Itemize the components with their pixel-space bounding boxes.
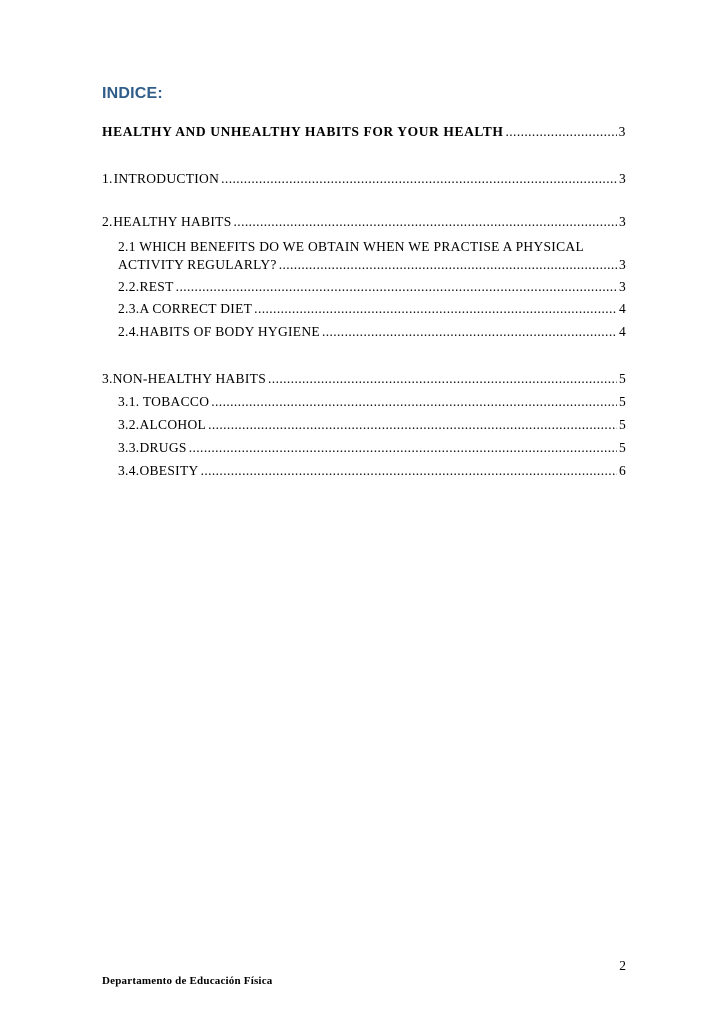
toc-leader — [268, 371, 617, 387]
toc-entry-rest[interactable] — [118, 279, 626, 295]
toc-entry-label: A CORRECT DIET — [139, 301, 253, 316]
toc-leader — [201, 463, 617, 479]
toc-entry-page: 3 — [618, 171, 626, 186]
toc-entry-introduction[interactable] — [102, 171, 626, 187]
toc-entry-drugs[interactable] — [118, 440, 626, 456]
toc-entry-obesity[interactable] — [118, 463, 626, 479]
toc-entry-alcohol[interactable] — [118, 417, 626, 433]
toc-entry-page: 3 — [618, 214, 626, 229]
toc-entry-tobacco[interactable] — [118, 394, 626, 410]
toc-leader — [254, 301, 617, 317]
toc-entry-page: 3 — [618, 257, 626, 272]
toc-entry-page: 4 — [618, 324, 626, 339]
toc-leader — [506, 124, 617, 140]
toc-heading: INDICE: — [102, 85, 163, 102]
toc-entry-label: OBESITY — [139, 463, 199, 478]
toc-entry-number: 1. — [102, 171, 113, 186]
toc-leader — [208, 417, 617, 433]
toc-entry-page: 6 — [618, 463, 626, 478]
toc-entry-label: DRUGS — [139, 440, 187, 455]
toc-entry-benefits[interactable] — [118, 257, 626, 273]
toc-entry-label: HABITS OF BODY HYGIENE — [139, 324, 320, 339]
toc-entry-label: ACTIVITY REGULARLY? — [118, 257, 277, 272]
toc-leader — [322, 324, 617, 340]
toc-entry-number: 3.3. — [118, 440, 140, 455]
toc-entry-label: ALCOHOL — [139, 417, 207, 432]
toc-leader — [176, 279, 617, 295]
toc-entry-correct-diet[interactable] — [118, 301, 626, 317]
toc-leader — [234, 214, 617, 230]
toc-entry-label: INTRODUCTION — [113, 171, 220, 186]
toc-entry-page: 5 — [618, 440, 626, 455]
toc-entry-number: 2. — [102, 214, 113, 229]
toc-entry-page: 5 — [618, 371, 626, 386]
toc-leader — [211, 394, 617, 410]
toc-entry-label: HEALTHY HABITS — [113, 214, 232, 229]
toc-entry-title[interactable] — [102, 124, 626, 140]
toc-entry-number: 2.2. — [118, 279, 140, 294]
toc-entry-label: 3.1. TOBACCO — [118, 394, 210, 409]
page-number: 2 — [619, 958, 626, 973]
toc-entry-number: 3.2. — [118, 417, 140, 432]
toc-entry-page: 3 — [618, 124, 626, 139]
toc-leader — [279, 257, 617, 273]
toc-entry-number: 2.4. — [118, 324, 140, 339]
toc-entry-healthy-habits[interactable] — [102, 214, 626, 230]
toc-entry-page: 3 — [618, 279, 626, 294]
toc-entry-page: 4 — [618, 301, 626, 316]
toc-leader — [221, 171, 617, 187]
toc-entry-body-hygiene[interactable] — [118, 324, 626, 340]
toc-leader — [189, 440, 617, 456]
footer-department: Departamento de Educación Física — [102, 975, 273, 987]
toc-entry-number: 2.3. — [118, 301, 140, 316]
toc-entry-non-healthy-habits[interactable] — [102, 371, 626, 387]
toc-entry-page: 5 — [618, 417, 626, 432]
toc-entry-number: 3.4. — [118, 463, 140, 478]
toc-entry-label: NON-HEALTHY HABITS — [112, 371, 267, 386]
toc-entry-benefits-line1[interactable]: 2.1 WHICH BENEFITS DO WE OBTAIN WHEN WE PRACTISE A PHYSICAL — [118, 239, 585, 254]
toc-entry-number: 3. — [102, 371, 113, 386]
toc-entry-label: HEALTHY AND UNHEALTHY HABITS FOR YOUR HEALTH — [102, 124, 504, 139]
toc-entry-page: 5 — [618, 394, 626, 409]
toc-entry-label: REST — [139, 279, 174, 294]
